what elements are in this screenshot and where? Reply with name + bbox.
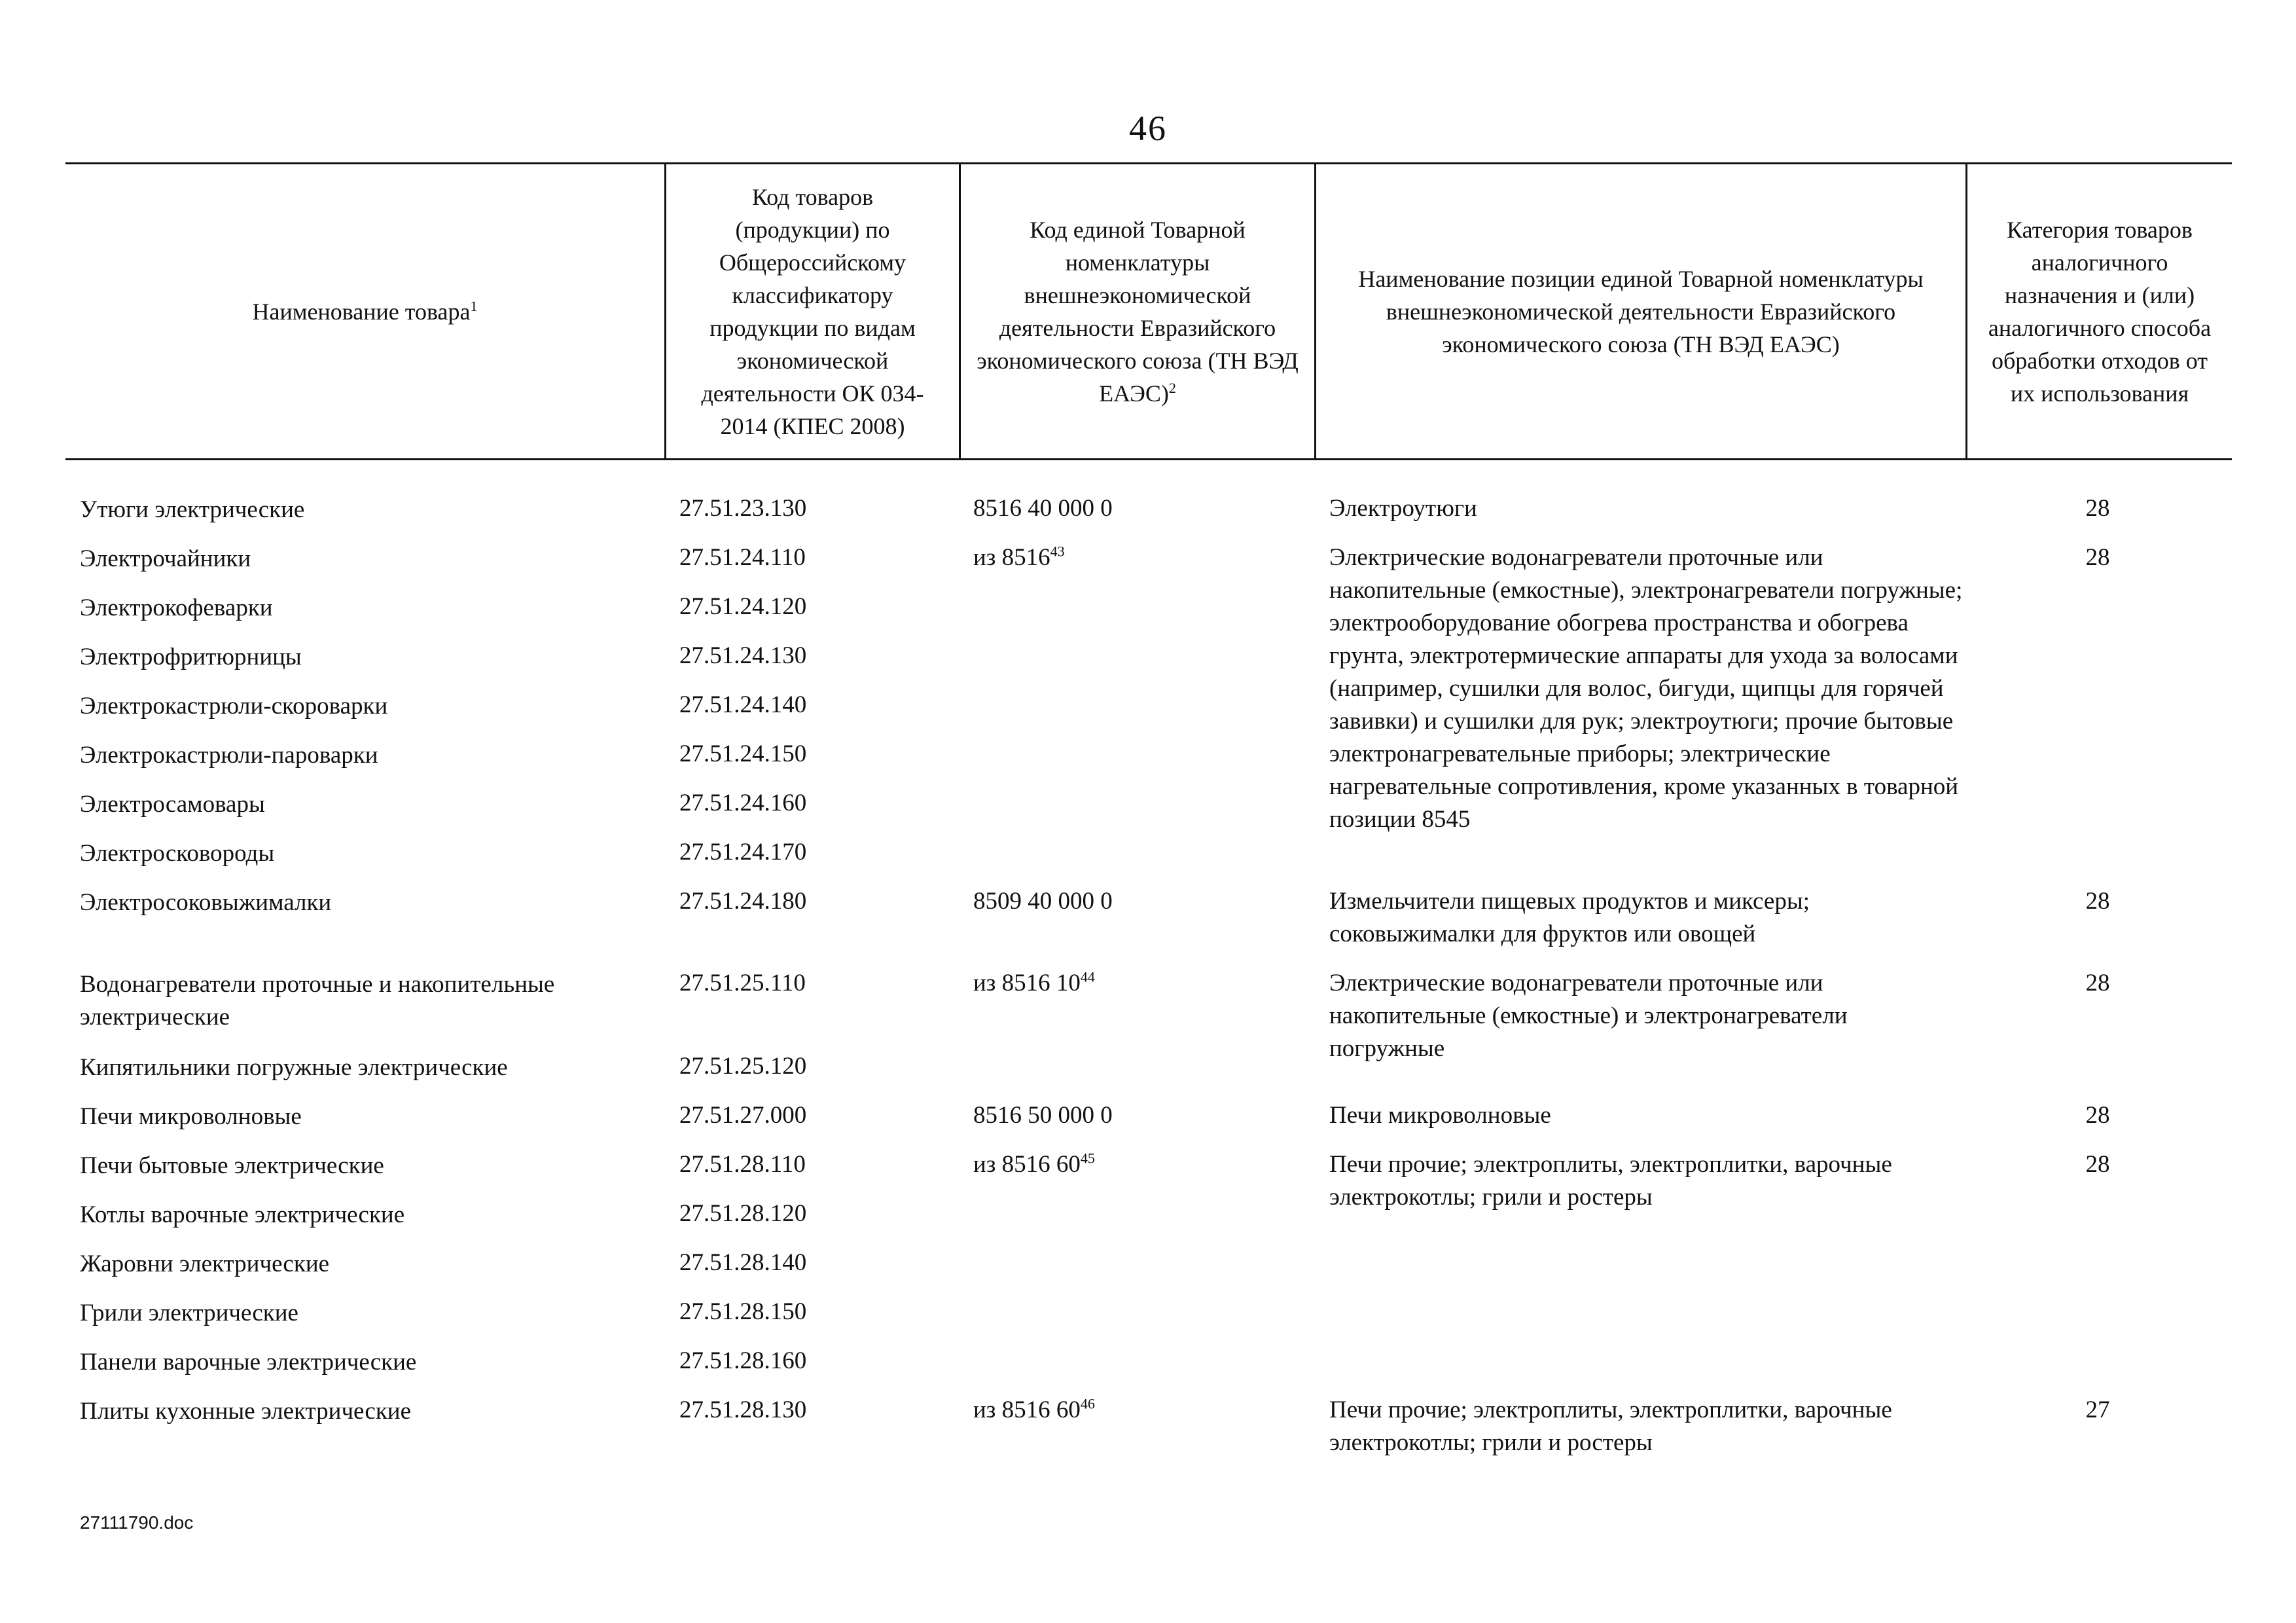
tnved-code: из 8516$^{43}$ <box>973 543 1065 571</box>
row-product-name: Печи микроволновые <box>80 1103 302 1130</box>
tnved-code: из 8516 $60^{46}$ <box>973 1395 1095 1423</box>
tnved-position-name: Печи прочие; электроплиты, электроплитки, варочные электрокотлы; грили и ростеры <box>1329 1396 1892 1456</box>
footnote-mark: 44 <box>1080 968 1095 985</box>
tnved-position-name: Электрические водонагреватели проточные или накопительные (емкостные), электронагреватели погружные; электрооборудование обогрева пространства и обогрева грунта, электротермические аппараты для ухода за волосами (например, сушилки для волос, бигуди, щипцы для горячей завивки) и сушилки для рук; электроутюги; прочие бытовые электронагревательные приборы; электрические нагревательные сопротивления, кроме указанных в товарной позиции 8545 <box>1329 544 1963 833</box>
footnote-mark: 46 <box>1080 1395 1095 1412</box>
row-product-name: Водонагреватели проточные и накопительные электрические <box>80 971 555 1030</box>
row-okpd-code: 27.51.28.150 <box>679 1298 807 1325</box>
row-product-name: Котлы варочные электрические <box>80 1201 405 1228</box>
header-okpd-code <box>666 164 959 458</box>
tnved-position-name: Печи микроволновые <box>1329 1102 1551 1129</box>
row-okpd-code: 27.51.24.170 <box>679 839 807 866</box>
document-filename: 27111790.doc <box>80 1512 194 1533</box>
row-product-name: Жаровни электрические <box>80 1250 330 1277</box>
header-tnved-code <box>961 164 1314 458</box>
row-okpd-code: 27.51.24.150 <box>679 740 807 767</box>
row-product-name: Грили электрические <box>80 1300 298 1326</box>
category-value: 28 <box>2085 1102 2110 1129</box>
header-category-text: Категория товаров аналогичного назначения и (или) аналогичного способа обработки отходов от их использования <box>1988 216 2212 407</box>
header-tnved-position-name-text: Наименование позиции единой Товарной номенклатуры внешнеэкономической деятельности Евразийского экономического союза (ТН ВЭД ЕАЭС) <box>1358 265 1924 357</box>
row-okpd-code: 27.51.24.110 <box>679 544 806 571</box>
row-okpd-code: 27.51.24.160 <box>679 790 807 816</box>
footnote-mark: 43 <box>1050 543 1065 560</box>
row-okpd-code: 27.51.25.120 <box>679 1053 807 1080</box>
category-value: 28 <box>2085 544 2110 571</box>
row-product-name: Электрокастрюли-скороварки <box>80 693 388 720</box>
row-okpd-code: 27.51.23.130 <box>679 495 807 522</box>
tnved-code: 8509 40 000 0 <box>973 888 1113 915</box>
tnved-position-name: Электроутюги <box>1329 495 1477 522</box>
row-okpd-code: 27.51.28.110 <box>679 1151 806 1178</box>
row-okpd-code: 27.51.28.160 <box>679 1347 807 1374</box>
header-tnved-code-text: Код единой Товарной номенклатуры внешнеэкономической деятельности Евразийского экономического союза (ТН ВЭД ЕАЭС) <box>977 216 1299 407</box>
row-product-name: Электросамовары <box>80 791 265 818</box>
row-okpd-code: 27.51.24.140 <box>679 691 807 718</box>
row-okpd-code: 27.51.25.110 <box>679 970 806 996</box>
tnved-code: 8516 40 000 0 <box>973 495 1113 522</box>
row-product-name: Электрокастрюли-пароварки <box>80 742 378 769</box>
header-product-name-text: Наименование товара <box>252 298 471 325</box>
row-okpd-code: 27.51.27.000 <box>679 1102 807 1129</box>
category-value: 28 <box>2085 888 2110 915</box>
category-value: 27 <box>2085 1396 2110 1423</box>
category-value: 28 <box>2085 495 2110 522</box>
row-product-name: Электросоковыжималки <box>80 889 332 916</box>
row-product-name: Электрофритюрницы <box>80 644 302 670</box>
header-footnote-mark: 1 <box>470 297 478 314</box>
row-okpd-code: 27.51.28.130 <box>679 1396 807 1423</box>
header-tnved-position-name <box>1316 164 1965 458</box>
row-okpd-code: 27.51.28.120 <box>679 1200 807 1227</box>
header-footnote-mark: 2 <box>1168 379 1176 396</box>
row-okpd-code: 27.51.24.130 <box>679 642 807 669</box>
header-product-name <box>65 164 664 458</box>
header-okpd-code-text: Код товаров (продукции) по Общероссийскому классификатору продукции по видам экономической деятельности ОК 034-2014 (КПЕС 2008) <box>701 183 924 439</box>
row-okpd-code: 27.51.24.120 <box>679 593 807 620</box>
row-product-name: Панели варочные электрические <box>80 1349 417 1376</box>
header-category <box>1967 164 2232 458</box>
footnote-mark: 45 <box>1080 1150 1095 1167</box>
table-header-bottom-rule <box>65 458 2232 460</box>
row-product-name: Кипятильники погружные электрические <box>80 1054 508 1081</box>
page-number: 46 <box>1129 109 1167 148</box>
category-value: 28 <box>2085 970 2110 996</box>
tnved-position-name: Электрические водонагреватели проточные или накопительные (емкостные) и электронагреватели погружные <box>1329 970 1848 1062</box>
tnved-code: 8516 50 000 0 <box>973 1102 1113 1129</box>
row-product-name: Электросковороды <box>80 840 275 867</box>
row-okpd-code: 27.51.28.140 <box>679 1249 807 1276</box>
tnved-position-name: Измельчители пищевых продуктов и миксеры; соковыжималки для фруктов или овощей <box>1329 888 1810 947</box>
row-product-name: Плиты кухонные электрические <box>80 1398 412 1425</box>
row-product-name: Электрочайники <box>80 545 251 572</box>
category-value: 28 <box>2085 1151 2110 1178</box>
row-product-name: Печи бытовые электрические <box>80 1152 384 1179</box>
row-okpd-code: 27.51.24.180 <box>679 888 807 915</box>
row-product-name: Утюги электрические <box>80 496 305 523</box>
tnved-code: из 8516 $10^{44}$ <box>973 968 1095 996</box>
row-product-name: Электрокофеварки <box>80 594 273 621</box>
tnved-code: из 8516 $60^{45}$ <box>973 1150 1095 1178</box>
tnved-position-name: Печи прочие; электроплиты, электроплитки, варочные электрокотлы; грили и ростеры <box>1329 1151 1892 1211</box>
